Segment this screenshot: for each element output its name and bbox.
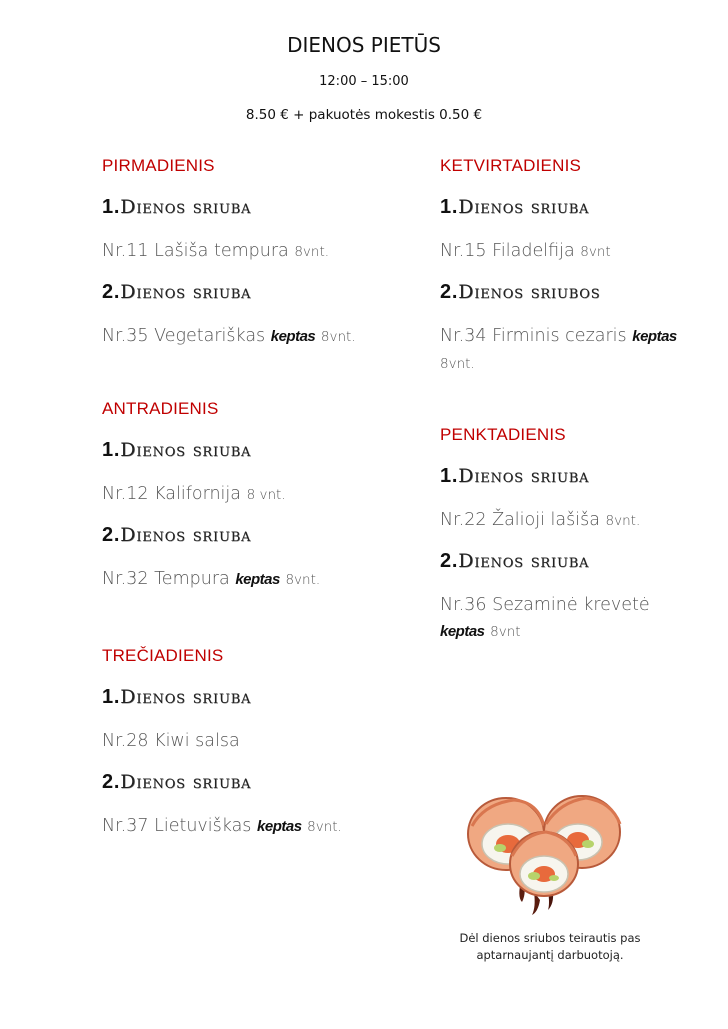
dish-number: Nr.15 — [440, 241, 487, 261]
day-name: PIRMADIENIS — [102, 156, 215, 175]
soup-option-1 — [440, 196, 589, 219]
soup-option-2 — [102, 771, 251, 794]
day-name: PENKTADIENIS — [440, 425, 566, 444]
dish-name: Tempura — [154, 569, 230, 589]
dish-name: Sezaminė krevetė — [492, 595, 650, 615]
dish-name: Lašiša tempura — [154, 241, 289, 261]
soup-number: 1. — [440, 465, 459, 487]
note-line-2: aptarnaujantį darbuotoją. — [476, 948, 624, 962]
soup-option-1 — [440, 465, 589, 488]
soup-label: Dienos sriuba — [458, 196, 590, 218]
day-name: ANTRADIENIS — [102, 399, 219, 418]
soup-label: Dienos sriubos — [458, 281, 601, 303]
dish-1 — [102, 238, 329, 265]
dish-name: Žalioji lašiša — [492, 510, 600, 530]
dish-fried-tag: keptas — [632, 328, 677, 345]
soup-option-1 — [102, 686, 251, 709]
sushi-roll-heart-illustration — [464, 782, 624, 922]
note-line-1: Dėl dienos sriubos teirautis pas — [459, 931, 641, 945]
soup-label: Dienos sriuba — [458, 550, 590, 572]
dish-fried-tag: keptas — [270, 328, 316, 345]
page-title: DIENOS PIETŪS — [287, 33, 441, 57]
soup-number: 2. — [440, 281, 459, 303]
dish-1 — [102, 481, 286, 508]
soup-number: 1. — [102, 196, 121, 218]
dish-quantity: 8vnt. — [440, 356, 475, 372]
soup-number: 1. — [102, 439, 121, 461]
day-name: TREČIADIENIS — [102, 646, 224, 665]
lunch-hours: 12:00 – 15:00 — [319, 74, 409, 89]
dish-number: Nr.12 — [102, 484, 149, 504]
soup-option-2 — [102, 524, 251, 547]
soup-label: Dienos sriuba — [120, 281, 252, 303]
soup-number: 1. — [440, 196, 459, 218]
soup-label: Dienos sriuba — [120, 771, 252, 793]
dish-quantity: 8 vnt. — [246, 487, 286, 503]
dish-fried-tag: keptas — [235, 571, 280, 588]
dish-number: Nr.36 — [440, 595, 487, 615]
dish-number: Nr.28 — [102, 731, 149, 751]
soup-number: 2. — [440, 550, 459, 572]
dish-2 — [440, 323, 690, 377]
dish-quantity: 8vnt. — [294, 244, 330, 260]
dish-number: Nr.34 — [440, 326, 487, 346]
dish-1 — [440, 507, 640, 534]
soup-label: Dienos sriuba — [458, 465, 590, 487]
dish-1 — [102, 728, 240, 754]
soup-label: Dienos sriuba — [120, 196, 252, 218]
dish-2 — [102, 813, 342, 840]
dish-name: Filadelfija — [492, 241, 575, 261]
soup-number: 2. — [102, 524, 121, 546]
soup-number: 2. — [102, 281, 121, 303]
dish-quantity: 8vnt — [580, 244, 611, 260]
dish-quantity: 8vnt. — [285, 572, 321, 588]
dish-2 — [440, 592, 690, 645]
soup-number: 2. — [102, 771, 121, 793]
dish-quantity: 8vnt. — [320, 329, 356, 345]
lunch-price: 8.50 € + pakuotės mokestis 0.50 € — [245, 107, 483, 123]
dish-number: Nr.37 — [102, 816, 149, 836]
dish-number: Nr.32 — [102, 569, 149, 589]
soup-option-1 — [102, 196, 251, 219]
soup-label: Dienos sriuba — [120, 686, 252, 708]
dish-number: Nr.11 — [102, 241, 149, 261]
dish-fried-tag: keptas — [257, 818, 302, 835]
dish-quantity: 8vnt — [490, 624, 521, 640]
dish-fried-tag: keptas — [440, 623, 485, 640]
dish-name: Lietuviškas — [154, 816, 252, 836]
dish-number: Nr.35 — [102, 326, 149, 346]
day-name: KETVIRTADIENIS — [440, 156, 582, 175]
soup-number: 1. — [102, 686, 121, 708]
soup-inquiry-note — [440, 930, 660, 964]
soup-option-2 — [440, 281, 600, 304]
soup-option-1 — [102, 439, 251, 462]
dish-name: Kalifornija — [154, 484, 242, 504]
dish-2 — [102, 323, 356, 350]
dish-quantity: 8vnt. — [605, 513, 641, 529]
dish-name: Firminis cezaris — [492, 326, 627, 346]
dish-2 — [102, 566, 320, 593]
dish-1 — [440, 238, 611, 265]
dish-name: Vegetariškas — [154, 326, 266, 346]
dish-quantity: 8vnt. — [307, 819, 342, 835]
soup-label: Dienos sriuba — [120, 439, 252, 461]
soup-label: Dienos sriuba — [120, 524, 252, 546]
dish-name: Kiwi salsa — [154, 731, 240, 751]
soup-option-2 — [440, 550, 589, 573]
soup-option-2 — [102, 281, 251, 304]
dish-number: Nr.22 — [440, 510, 487, 530]
